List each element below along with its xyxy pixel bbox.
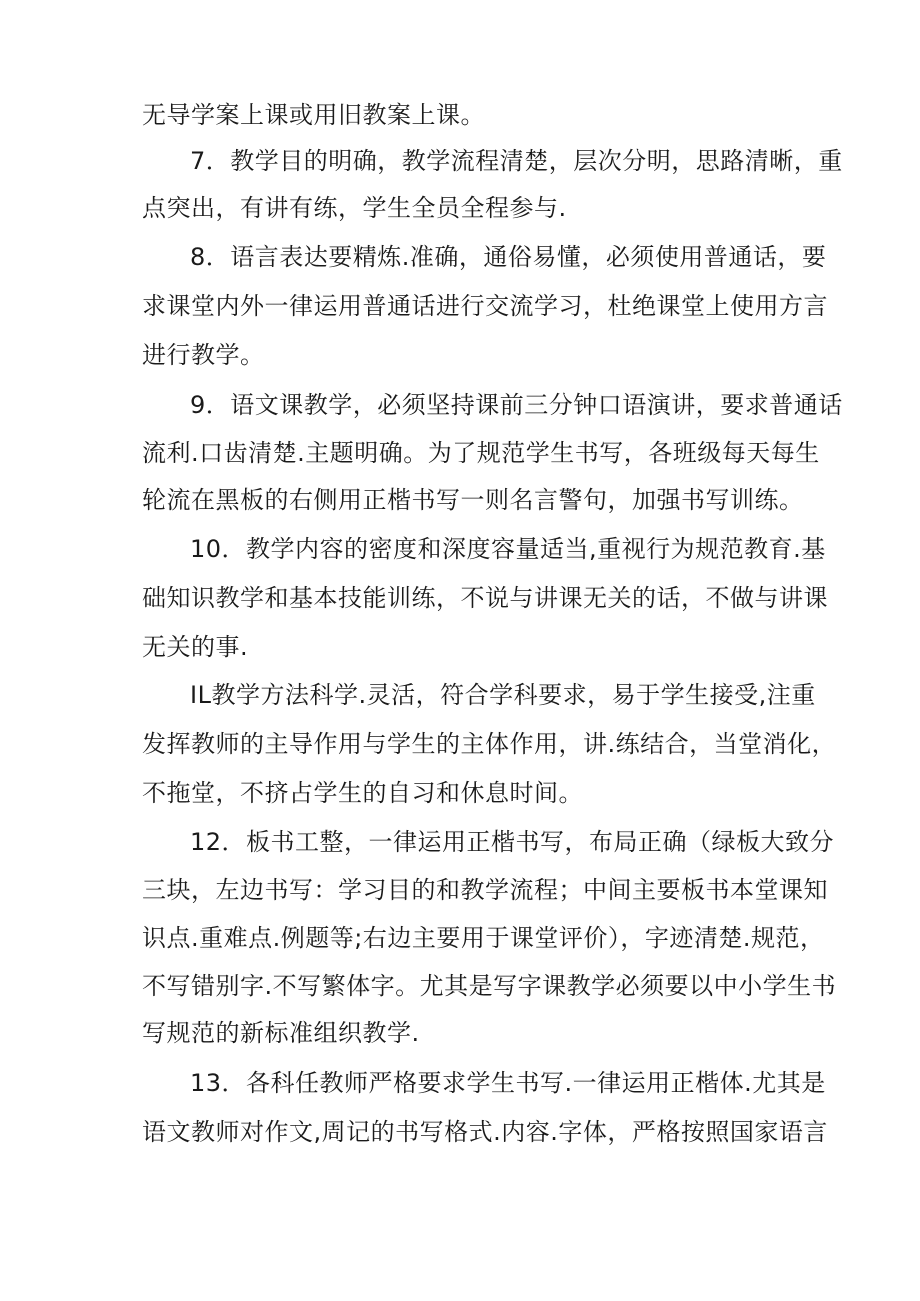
- text-line: IL教学方法科学.灵活，符合学科要求，易于学生接受,注重: [190, 681, 816, 709]
- text-line: 轮流在黑板的右侧用正楷书写一则名言警句，加强书写训练。: [142, 486, 804, 514]
- text-line: 8．语言表达要精炼.准确，通俗易懂，必须使用普通话，要: [190, 243, 827, 271]
- text-line: 语文教师对作文,周记的书写格式.内容.字体，严格按照国家语言: [142, 1118, 828, 1146]
- text-line: 不拖堂，不挤占学生的自习和休息时间。: [142, 779, 583, 807]
- text-line: 10．教学内容的密度和深度容量适当,重视行为规范教育.基: [190, 535, 826, 563]
- text-line: 12．板书工整，一律运用正楷书写，布局正确（绿板大致分: [190, 828, 835, 856]
- text-line: 7．教学目的明确，教学流程清楚，层次分明，思路清晰，重: [190, 147, 843, 175]
- text-line: 识点.重难点.例题等;右边主要用于课堂评价），字迹清楚.规范，: [142, 924, 825, 952]
- text-line: 三块，左边书写：学习目的和教学流程；中间主要板书本堂课知: [142, 876, 828, 904]
- text-line: 9．语文课教学，必须坚持课前三分钟口语演讲，要求普通话: [190, 391, 843, 419]
- text-line: 无导学案上课或用旧教案上课。: [142, 101, 485, 129]
- text-line: 13．各科任教师严格要求学生书写.一律运用正楷体.尤其是: [190, 1069, 826, 1097]
- text-line: 无关的事.: [142, 633, 249, 661]
- text-line: 进行教学。: [142, 341, 265, 369]
- text-line: 不写错别字.不写繁体字。尤其是写字课教学必须要以中小学生书: [142, 972, 837, 1000]
- text-line: 流利.口齿清楚.主题明确。为了规范学生书写，各班级每天每生: [142, 439, 820, 467]
- text-line: 础知识教学和基本技能训练，不说与讲课无关的话，不做与讲课: [142, 584, 828, 612]
- text-line: 求课堂内外一律运用普通话进行交流学习，杜绝课堂上使用方言: [142, 292, 828, 320]
- text-line: 点突出，有讲有练，学生全员全程参与.: [142, 194, 567, 222]
- text-line: 发挥教师的主导作用与学生的主体作用，讲.练结合，当堂消化，: [142, 730, 837, 758]
- text-line: 写规范的新标准组织教学.: [142, 1019, 420, 1047]
